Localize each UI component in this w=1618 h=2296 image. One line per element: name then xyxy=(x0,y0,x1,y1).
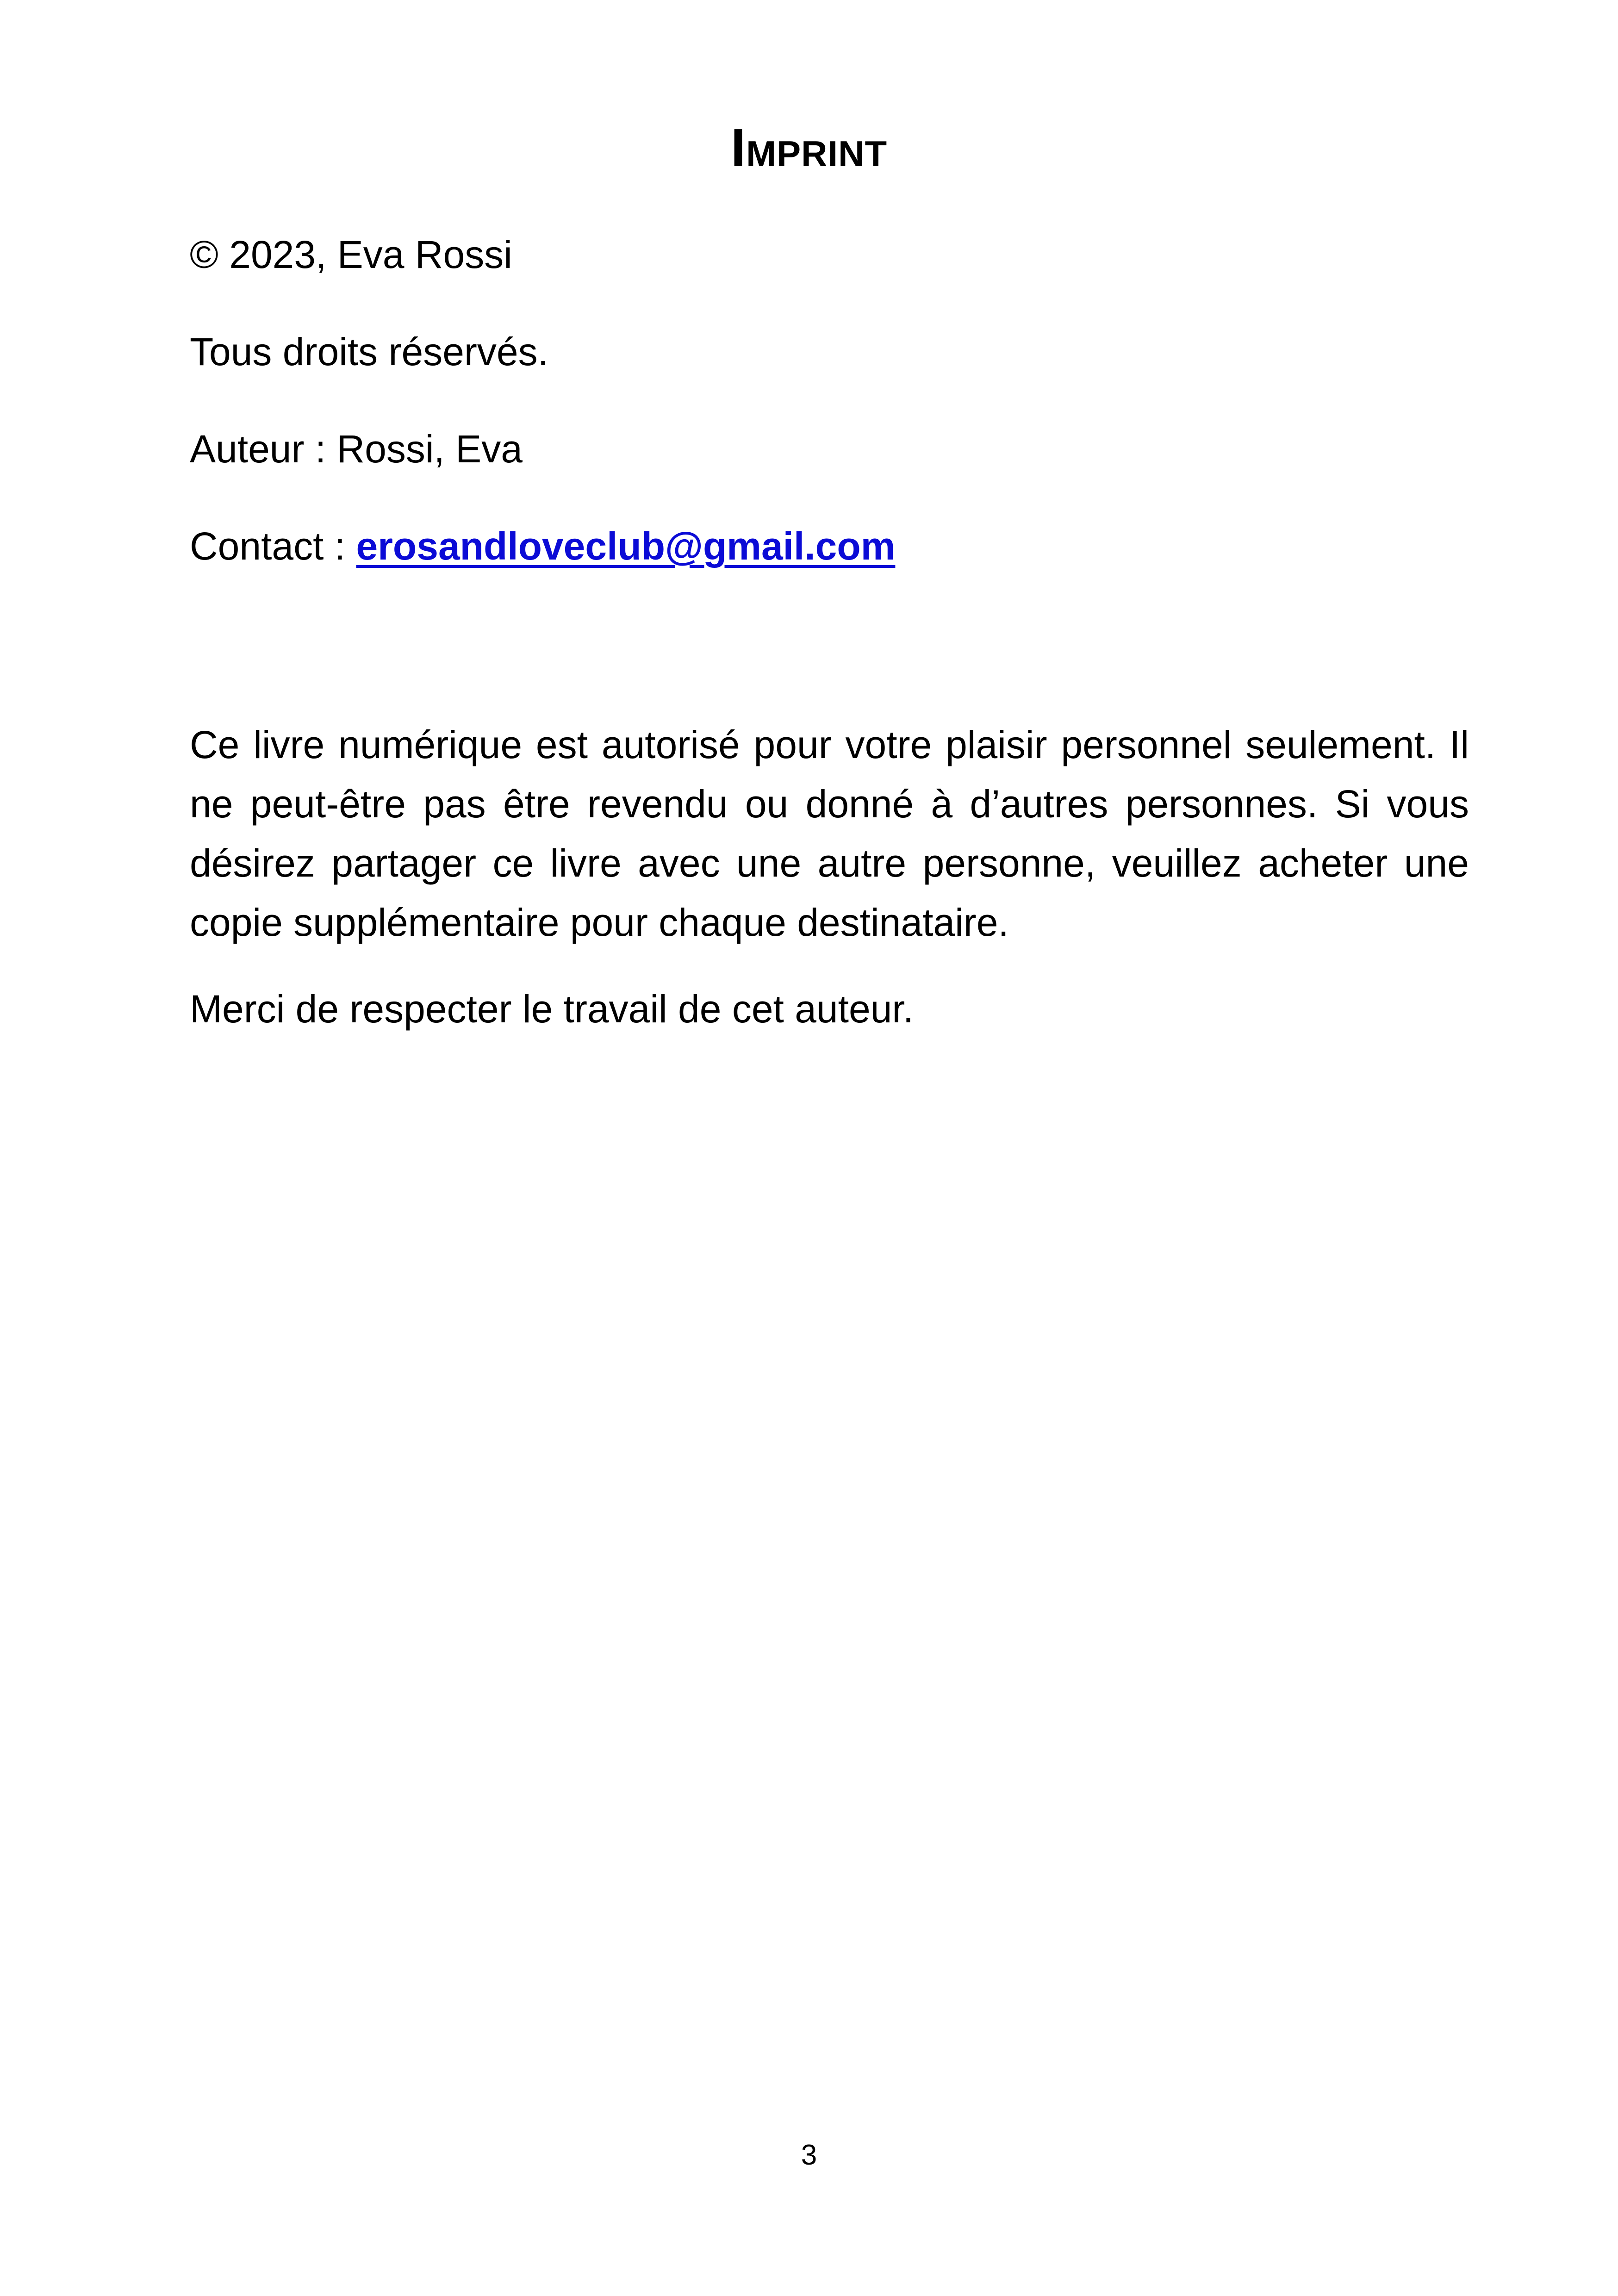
copyright-line: © 2023, Eva Rossi xyxy=(190,233,512,276)
rights-line: Tous droits réservés. xyxy=(190,330,548,373)
page-title xyxy=(0,116,1618,180)
author-line: Auteur : Rossi, Eva xyxy=(190,427,523,471)
contact-email-link[interactable]: erosandloveclub@gmail.com xyxy=(356,524,896,568)
page-number: 3 xyxy=(801,2139,817,2171)
contact-label: Contact : xyxy=(190,524,356,568)
title-first-letter: I xyxy=(730,118,747,178)
closing-line: Merci de respecter le travail de cet auteur. xyxy=(190,987,914,1031)
title-rest: MPRINT xyxy=(746,133,888,174)
contact-line xyxy=(190,523,895,570)
license-paragraph: Ce livre numérique est autorisé pour votre plaisir personnel seulement. Il ne peut-être pas être revendu ou donné à d’autres personnes. Si vous désirez partager ce livre avec une autre personne, veuillez acheter une copie supplémentaire pour chaque destinataire. xyxy=(190,723,1469,944)
